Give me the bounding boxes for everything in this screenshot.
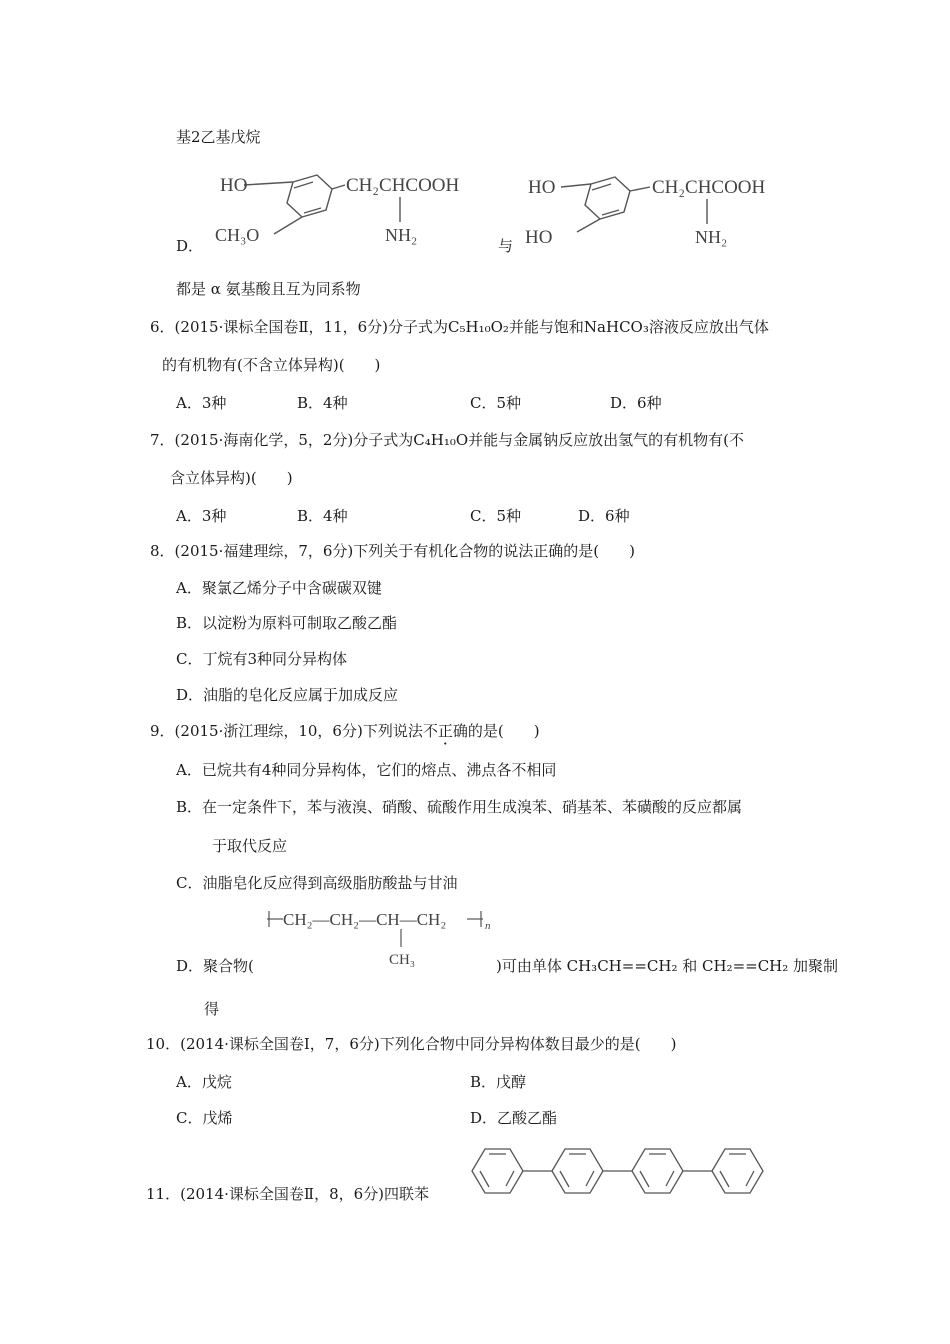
option-d-conjunction: 与 [498, 237, 514, 255]
polymer-n-label: n [485, 920, 491, 932]
q10-option-c: C．戊烯 [176, 1109, 233, 1127]
q8-option-d: D．油脂的皂化反应属于加成反应 [176, 686, 399, 704]
q9-stem-emphasis: 不正确 [422, 722, 468, 740]
ho-label: HO [528, 177, 556, 198]
molecule-dihydroxy-amino-acid [525, 170, 825, 250]
q7-option-c: C．5种 [470, 507, 522, 525]
q8-option-a: A．聚氯乙烯分子中含碳碳双键 [176, 579, 382, 597]
q7-option-b: B．4种 [297, 507, 348, 525]
q9-stem-end: 的是( ) [467, 722, 540, 740]
q9-option-d-line2: 得 [204, 1000, 220, 1018]
q6-stem-line2: 的有机物有(不含立体异构)( ) [162, 356, 381, 374]
side-chain-label: CH₂CHCOOH [652, 177, 766, 198]
q9-option-c: C．油脂皂化反应得到高级脂肪酸盐与甘油 [176, 874, 458, 892]
option-d-label: D． [176, 237, 204, 255]
q11-stem: 11．(2014·课标全国卷Ⅱ，8，6分)四联苯 [146, 1185, 430, 1203]
side-chain-label: CH₂CHCOOH [346, 175, 460, 196]
polymer-structure [265, 907, 505, 967]
ch3o-label: CH₃O [215, 225, 260, 245]
q8-option-b: B．以淀粉为原料可制取乙酸乙酯 [176, 614, 398, 632]
q6-option-b: B．4种 [297, 394, 348, 412]
polymer-ch3-label: CH₃ [389, 952, 416, 967]
q9-option-b-line1: B．在一定条件下，苯与液溴、硝酸、硫酸作用生成溴苯、硝基苯、苯磺酸的反应都属 [176, 798, 743, 816]
q9-option-d-start: D．聚合物( [176, 957, 254, 975]
molecule-methoxy-amino-acid [215, 168, 515, 248]
polymer-chain-label: CH₂—CH₂—CH—CH₂ [283, 910, 447, 929]
q6-option-d: D．6种 [610, 394, 662, 412]
q6-option-a: A．3种 [176, 394, 227, 412]
q10-stem: 10．(2014·课标全国卷Ⅰ，7，6分)下列化合物中同分异构体数目最少的是( ) [146, 1035, 677, 1053]
q9-option-d-end: )可由单体 CH₃CH==CH₂ 和 CH₂==CH₂ 加聚制 [496, 957, 839, 975]
q8-option-c: C．丁烷有3种同分异构体 [176, 650, 348, 668]
quaterphenyl-structure [468, 1141, 788, 1201]
nh2-label: NH₂ [695, 227, 728, 247]
nh2-label: NH₂ [385, 225, 418, 245]
option-d-statement: 都是 α 氨基酸且互为同系物 [176, 280, 361, 298]
q9-option-b-line2: 于取代反应 [212, 837, 288, 855]
q9-stem-start: 9．(2015·浙江理综，10，6分)下列说法 [150, 722, 423, 740]
q10-option-d: D．乙酸乙酯 [470, 1109, 558, 1127]
q5-continued-text: 基2乙基戊烷 [176, 128, 261, 146]
q6-option-c: C．5种 [470, 394, 522, 412]
q7-stem-line1: 7．(2015·海南化学，5，2分)分子式为C₄H₁₀O并能与金属钠反应放出氢气的有机物有(不 [150, 431, 745, 449]
q8-stem: 8．(2015·福建理综，7，6分)下列关于有机化合物的说法正确的是( ) [150, 542, 635, 560]
q9-option-a: A．已烷共有4种同分异构体，它们的熔点、沸点各不相同 [176, 761, 557, 779]
ho-label: HO [220, 175, 248, 196]
q9-stem [150, 721, 540, 741]
q10-option-b: B．戊醇 [470, 1073, 527, 1091]
q7-option-d: D．6种 [578, 507, 630, 525]
q7-stem-line2: 含立体异构)( ) [170, 469, 293, 487]
q7-option-a: A．3种 [176, 507, 227, 525]
ho-lower-label: HO [525, 227, 553, 248]
q6-stem-line1: 6．(2015·课标全国卷Ⅱ，11，6分)分子式为C₅H₁₀O₂并能与饱和NaHCO₃溶液反应放出气体 [150, 318, 769, 336]
q10-option-a: A．戊烷 [176, 1073, 232, 1091]
